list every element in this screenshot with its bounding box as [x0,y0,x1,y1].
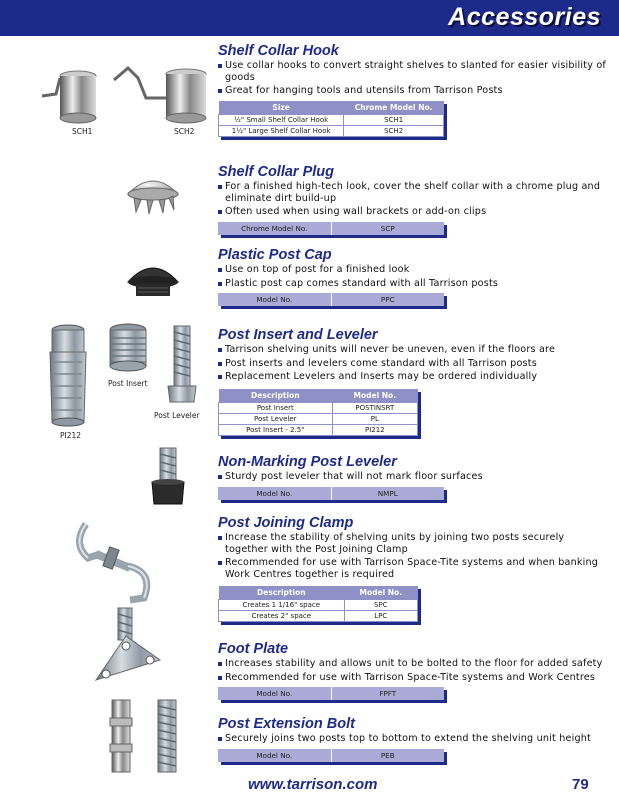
bullet-item: For a finished high-tech look, cover the shelf collar with a chrome plug and eliminate dirt build-up [218,181,608,204]
non-marking-leveler-image [146,446,190,510]
caption-pi212: PI212 [60,431,82,440]
table-cell: SCH1 [344,114,444,125]
section-post-extension-bolt [218,716,608,762]
table-header: Description [219,586,345,600]
collar-hook-sch1-image [38,64,100,126]
model-value: SCP [332,222,445,235]
table-header: Chrome Model No. [344,101,444,115]
section-title: Foot Plate [218,641,289,657]
bullet-list [218,658,608,683]
table-row [219,600,418,611]
footer-website-link[interactable]: www.tarrison.com [248,776,378,793]
table-cell: Post Insert - 2.5" [219,424,333,435]
bullet-list [218,181,608,218]
collar-plug-image [122,166,184,218]
bullet-list [218,532,608,580]
model-bar [218,487,444,500]
bullet-item: Securely joins two posts top to bottom to extend the shelving unit height [218,733,608,745]
table-cell: LPC [344,611,417,622]
bullet-item: Tarrison shelving units will never be uneven, even if the floors are [218,344,608,356]
table-row [219,424,418,435]
extension-bolt-image [106,698,188,774]
bullet-list [218,264,608,289]
model-value: NMPL [332,487,445,500]
table-row [219,611,418,622]
table-row [219,413,418,424]
collar-hook-sch2-image [110,64,210,126]
section-foot-plate [218,641,608,700]
table-cell: ½" Small Shelf Collar Hook [219,114,344,125]
bullet-item: Often used when using wall brackets or add-on clips [218,206,608,218]
bullet-list [218,60,608,97]
bullet-item: Use collar hooks to convert straight shelves to slanted for easier visibility of goods [218,60,608,83]
post-cap-image [122,250,184,302]
table-row [219,402,418,413]
bullet-item: Plastic post cap comes standard with all Tarrison posts [218,278,608,290]
section-shelf-collar-plug [218,164,608,235]
bullet-list [218,471,608,483]
model-table [218,586,418,622]
section-title: Post Joining Clamp [218,515,354,531]
table-cell: Post Insert [219,402,333,413]
foot-plate-image [90,606,164,690]
table-row [219,114,444,125]
caption-sch2: SCH2 [174,127,195,136]
model-value: PPC [332,293,445,306]
bullet-item: Increases stability and allows unit to be bolted to the floor for added safety [218,658,608,670]
table-cell: POSTINSRT [332,402,417,413]
table-cell: PL [332,413,417,424]
post-insert-image [104,322,152,374]
table-header: Size [219,101,344,115]
section-title: Non-Marking Post Leveler [218,454,397,470]
table-cell: Creates 2" space [219,611,345,622]
caption-post-leveler: Post Leveler [154,411,200,420]
page-title: Accessories [448,3,601,31]
table-header: Model No. [332,389,417,403]
section-title: Shelf Collar Hook [218,43,339,59]
model-label: Model No. [218,749,332,762]
model-bar [218,687,444,700]
bullet-item: Use on top of post for a finished look [218,264,608,276]
bullet-item: Post inserts and levelers come standard with all Tarrison posts [218,358,608,370]
section-post-joining-clamp [218,515,608,622]
bullet-item: Great for hanging tools and utensils from Tarrison Posts [218,85,608,97]
model-value: FPFT [332,687,445,700]
model-value: PEB [332,749,445,762]
section-title: Plastic Post Cap [218,247,332,263]
table-cell: PI212 [332,424,417,435]
table-cell: Post Leveler [219,413,333,424]
table-cell: SCH2 [344,125,444,136]
section-post-insert-leveler [218,327,608,436]
model-bar [218,749,444,762]
bullet-item: Recommended for use with Tarrison Space-Tite systems and Work Centres [218,672,608,684]
model-label: Model No. [218,487,332,500]
table-header: Description [219,389,333,403]
model-label: Model No. [218,293,332,306]
post-insert-pi212-image [40,322,96,428]
section-non-marking-leveler [218,454,608,500]
page-number: 79 [572,776,589,793]
bullet-item: Increase the stability of shelving units by joining two posts securely together with the Post Joining Clamp [218,532,608,555]
model-bar [218,293,444,306]
model-label: Chrome Model No. [218,222,332,235]
caption-post-insert: Post Insert [108,379,148,388]
bullet-item: Recommended for use with Tarrison Space-Tite systems and when banking Work Centres together is required [218,557,608,580]
model-table [218,101,444,137]
section-title: Post Extension Bolt [218,716,355,732]
section-plastic-post-cap [218,247,608,306]
bullet-item: Sturdy post leveler that will not mark floor surfaces [218,471,608,483]
section-title: Post Insert and Leveler [218,327,378,343]
section-shelf-collar-hook [218,43,608,137]
bullet-list [218,344,608,383]
model-bar [218,222,444,235]
table-cell: 1½" Large Shelf Collar Hook [219,125,344,136]
model-label: Model No. [218,687,332,700]
bullet-list [218,733,608,745]
model-table [218,389,418,436]
bullet-item: Replacement Levelers and Inserts may be ordered individually [218,371,608,383]
table-row [219,125,444,136]
table-cell: SPC [344,600,417,611]
table-cell: Creates 1 1/16" space [219,600,345,611]
caption-sch1: SCH1 [72,127,93,136]
post-leveler-image [164,324,200,408]
joining-clamp-image [66,514,162,610]
table-header: Model No. [344,586,417,600]
section-title: Shelf Collar Plug [218,164,335,180]
